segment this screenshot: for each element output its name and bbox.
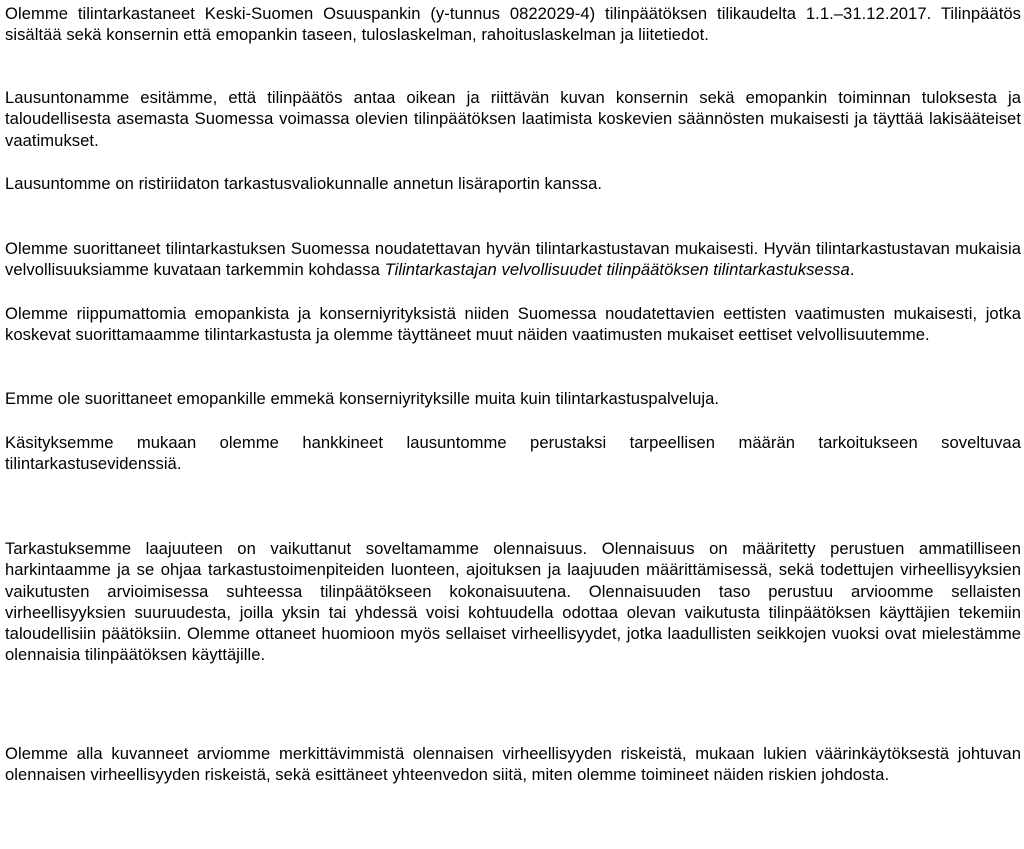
paragraph-basis-reference: Tilintarkastajan velvollisuudet tilinpäätöksen tilintarkastuksessa xyxy=(384,260,850,280)
paragraph-opinion: Lausuntonamme esitämme, että tilinpäätös antaa oikean ja riittävän kuvan konsernin sekä emopankin toiminnan tuloksesta ja taloudellisesta asemasta Suomessa voimassa olevien tilinpäätöksen laatimista koskevien säännösten mukaisesti ja täyttää lakisääteiset vaatimukset. xyxy=(5,88,1021,150)
paragraph-basis-text: Olemme suorittaneet tilintarkastuksen Suomessa noudatettavan hyvän tilintarkastustavan mukaisesti. Hyvän tilintarkastustavan mukaisia velvollisuuksiamme kuvataan tarkemmin kohdassa xyxy=(5,239,1021,280)
paragraph-evidence: Käsityksemme mukaan olemme hankkineet lausuntomme perustaksi tarpeellisen määrän tarkoitukseen soveltuvaa tilintarkastusevidenssiä. xyxy=(5,433,1021,474)
paragraph-independence: Olemme riippumattomia emopankista ja konserniyrityksistä niiden Suomessa noudatettavien eettisten vaatimusten mukaisesti, jotka koskevat suorittamaamme tilintarkastusta ja olemme täyttäneet muut näiden vaatimusten mukaiset eettiset velvollisuutemme. xyxy=(5,304,1021,345)
paragraph-non-audit-services: Emme ole suorittaneet emopankille emmekä konserniyrityksille muita kuin tilintarkastuspalveluja. xyxy=(5,389,720,408)
paragraph-materiality: Tarkastuksemme laajuuteen on vaikuttanut soveltamamme olennaisuus. Olennaisuus on määritetty perustuen ammatilliseen harkintaamme ja se ohjaa tarkastustoimenpiteiden luonteen, ajoituksen ja laajuuden määrittämisessä, sekä todettujen virheellisyyksien vaikutusten arvioimisessa suhteessa tilinpäätökseen kokonaisuutena. Olennaisuuden taso perustuu arvioomme sellaisten virheellisyyksien suuruudesta, joilla yksin tai yhdessä voisi kohtuudella odottaa olevan vaikutusta tilinpäätöksen käyttäjien tekemiin taloudellisiin päätöksiin. Olemme ottaneet huomioon myös sellaiset virheellisyydet, jotka laadullisten seikkojen vuoksi ovat mielestämme olennaisia tilinpäätöksen käyttäjille. xyxy=(5,539,1021,665)
paragraph-basis xyxy=(5,238,1021,281)
paragraph-basis-end: . xyxy=(849,260,855,280)
paragraph-consistency: Lausuntomme on ristiriidaton tarkastusvaliokunnalle annetun lisäraportin kanssa. xyxy=(5,174,603,193)
paragraph-key-audit-matters: Olemme alla kuvanneet arviomme merkittävimmistä olennaisen virheellisyyden riskeistä, mukaan lukien väärinkäytöksestä johtuvan olennaisen virheellisyyden riskeistä, sekä esittäneet yhteenvedon siitä, miten olemme toimineet näiden riskien johdosta. xyxy=(5,744,1021,785)
paragraph-audit-scope: Olemme tilintarkastaneet Keski-Suomen Osuuspankin (y-tunnus 0822029-4) tilinpäätöksen tilikaudelta 1.1.–31.12.2017. Tilinpäätös sisältää sekä konsernin että emopankin taseen, tuloslaskelman, rahoituslaskelman ja liitetiedot. xyxy=(5,4,1021,45)
